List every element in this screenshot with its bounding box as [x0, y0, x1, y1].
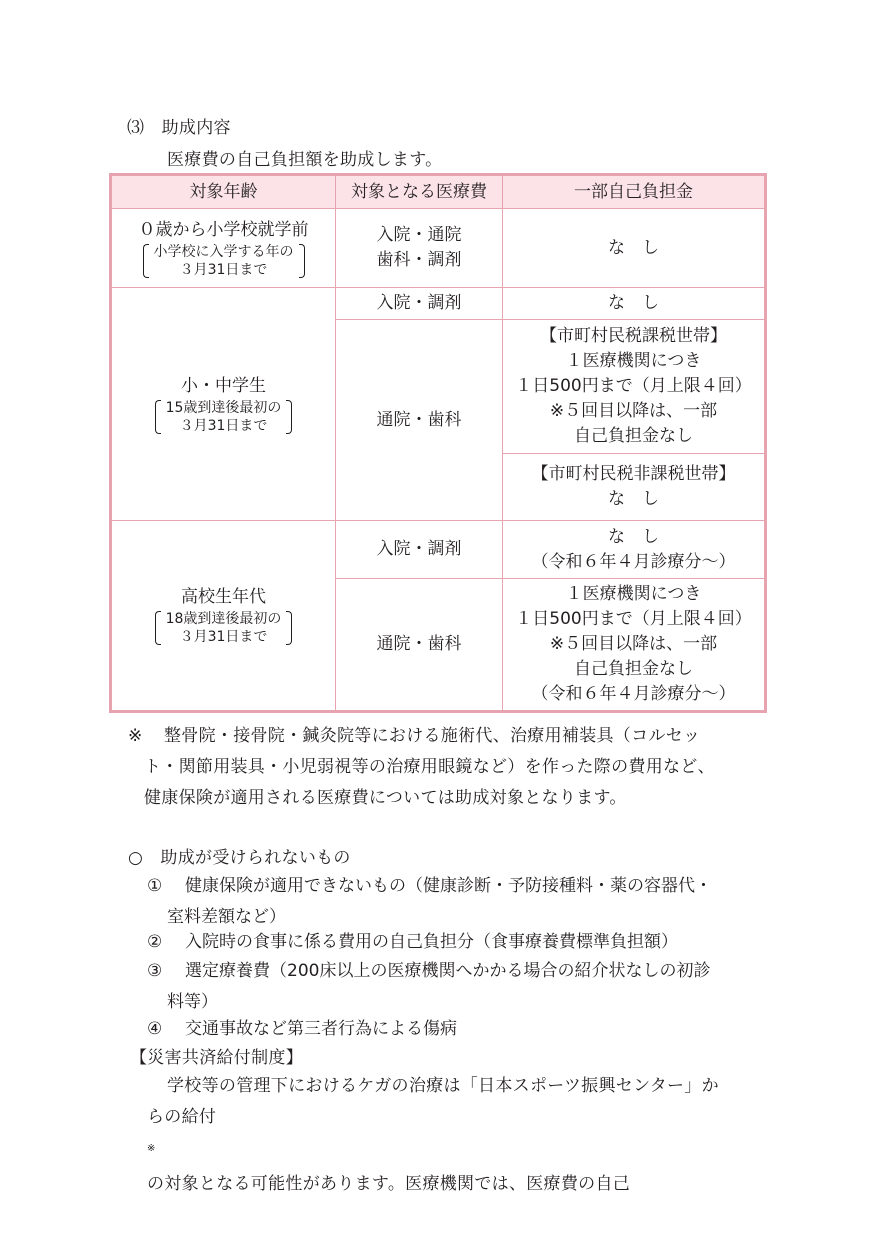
burden-preschool: な し: [608, 237, 659, 258]
cost-inpatient: 入院・調剤: [376, 293, 462, 313]
burden-line: ※５回目以降は、一部: [549, 401, 718, 421]
remark-line: 整骨院・接骨院・鍼灸院等における施術代、治療用補装具（コルセッ: [164, 726, 701, 746]
age-note-line: ３月31日まで: [179, 261, 268, 278]
cost-outpatient: 通院・歯科: [376, 409, 462, 430]
age-note-line: 15歳到達後最初の: [165, 399, 282, 416]
table-remark: [128, 721, 778, 814]
cost-line: 入院・通院: [376, 225, 462, 245]
age-high-school: [112, 521, 335, 710]
item-line: 室料差額など）: [167, 907, 286, 927]
age-note: [143, 243, 305, 279]
burden-inpatient: な し: [608, 293, 659, 313]
age-note: [155, 610, 293, 646]
excluded-item: [147, 956, 777, 1018]
burden-line: 自己負担金なし: [574, 426, 693, 446]
age-note: [155, 399, 293, 435]
age-note-line: ３月31日まで: [179, 417, 268, 434]
cost-preschool: [336, 209, 502, 287]
excluded-item: [147, 871, 777, 933]
age-note-line: 18歳到達後最初の: [165, 611, 282, 627]
burden-line: １医療機関につき: [565, 351, 702, 371]
disaster-text: らの給付: [147, 1107, 217, 1127]
age-label: 高校生年代: [181, 587, 266, 607]
excluded-title: ○ 助成が受けられないもの: [128, 848, 351, 868]
remark-line: 健康保険が適用される医療費については助成対象となります。: [144, 788, 627, 808]
burden-line: （令和６年４月診療分～）: [531, 684, 736, 704]
burden-outpatient-hs: [503, 579, 764, 710]
cost-outpatient-hs: 通院・歯科: [376, 634, 462, 654]
age-note-line: ３月31日まで: [179, 629, 268, 645]
age-elementary-junior: [112, 288, 335, 520]
burden-line: な し: [608, 489, 659, 509]
disaster-title: 【災害共済給付制度】: [130, 1048, 303, 1068]
burden-taxed-household: [503, 320, 764, 453]
burden-line: （令和６年４月診療分～）: [531, 551, 736, 572]
section-heading: ⑶ 助成内容: [127, 118, 231, 138]
remark-mark: ※: [128, 726, 143, 746]
burden-line: な し: [608, 526, 659, 547]
burden-line: ※５回目以降は、一部: [549, 634, 718, 654]
header-cost: 対象となる医療費: [351, 181, 487, 202]
burden-line: １日500円まで（月上限４回）: [515, 376, 752, 396]
excluded-item: [147, 927, 777, 958]
item-line: 選定療養費（200床以上の医療機関へかかる場合の紹介状なしの初診: [185, 961, 711, 981]
age-note-line: 小学校に入学する年の: [153, 243, 294, 260]
header-burden: 一部自己負担金: [574, 181, 693, 202]
item-line: 入院時の食事に係る費用の自己負担分（食事療養費標準負担額）: [185, 932, 678, 952]
disaster-line: [147, 1102, 772, 1200]
cost-inpatient-hs: 入院・調剤: [376, 539, 462, 559]
disaster-text: の対象となる可能性があります。医療機関では、医療費の自己: [147, 1174, 631, 1194]
item-number: ②: [147, 932, 163, 952]
burden-nontaxed-household: [503, 454, 764, 520]
item-number: ④: [147, 1019, 163, 1039]
item-number: ①: [147, 876, 163, 896]
remark-line: ト・関節用装具・小児弱視等の治療用眼鏡など）を作った際の費用など、: [144, 757, 715, 777]
age-preschool: [112, 209, 335, 287]
item-line: 交通事故など第三者行為による傷病: [185, 1019, 457, 1039]
excluded-item: [147, 1014, 777, 1045]
disaster-body: [147, 1071, 772, 1200]
item-line: 料等）: [167, 992, 218, 1012]
item-number: ③: [147, 961, 163, 981]
burden-inpatient-hs: [503, 521, 764, 578]
burden-line: 自己負担金なし: [574, 659, 693, 679]
age-label: ０歳から小学校就学前: [138, 219, 309, 240]
subsidy-table: [109, 173, 767, 713]
burden-line: 【市町村民税非課税世帯】: [531, 464, 736, 484]
header-age: 対象年齢: [189, 181, 258, 202]
cost-line: 歯科・調剤: [376, 250, 462, 270]
burden-line: 【市町村民税課税世帯】: [540, 326, 727, 346]
item-line: 健康保険が適用できないもの（健康診断・予防接種料・薬の容器代・: [185, 876, 712, 896]
section-intro: 医療費の自己負担額を助成します。: [167, 150, 443, 170]
age-label: 小・中学生: [181, 375, 266, 396]
burden-line: １医療機関につき: [565, 584, 702, 604]
disaster-line: 学校等の管理下におけるケガの治療は「日本スポーツ振興センター」か: [167, 1076, 719, 1096]
footnote-mark: ※: [147, 1143, 156, 1154]
burden-line: １日500円まで（月上限４回）: [515, 609, 752, 629]
